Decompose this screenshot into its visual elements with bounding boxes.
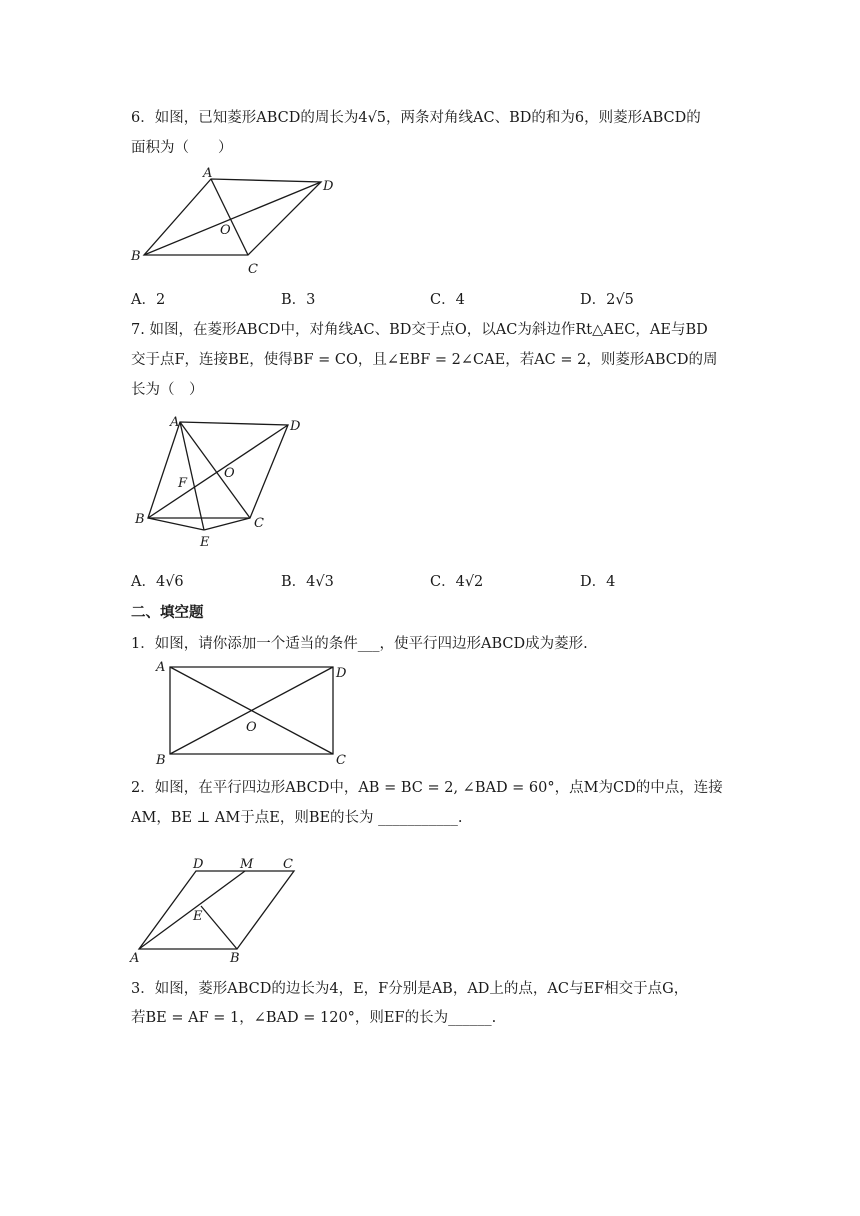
f2-label-a: A	[130, 951, 140, 966]
q6-option-b: B．3	[281, 292, 316, 308]
f2-label-c: C	[283, 857, 293, 872]
q7-option-d: D．4	[580, 574, 616, 590]
q7-text-line2: 交于点F，连接BE，使得BF = CO，且∠EBF = 2∠CAE，若AC = 2，则菱形ABCD的周	[131, 352, 718, 368]
f1-text-line1: 1．如图，请你添加一个适当的条件___，使平行四边形ABCD成为菱形.	[131, 636, 588, 652]
q6-label-c: C	[248, 262, 258, 277]
q6-label-d: D	[323, 179, 334, 194]
f1-label-b: B	[156, 753, 166, 768]
f2-label-d: D	[193, 857, 204, 872]
f3-text-line1: 3．如图，菱形ABCD的边长为4，E，F分别是AB，AD上的点，AC与EF相交于点G，	[131, 981, 689, 997]
f1-label-d: D	[336, 666, 347, 681]
q7-option-a: A．4√6	[131, 574, 184, 590]
q7-label-o: O	[224, 466, 235, 481]
q6-diagonal-bd	[144, 182, 321, 255]
f1-rectangle-figure	[140, 655, 370, 770]
q7-label-e: E	[200, 535, 210, 550]
f2-text-line1: 2．如图，在平行四边形ABCD中，AB = BC = 2, ∠BAD = 60°，点M为CD的中点，连接	[131, 780, 723, 796]
q7-text-line3: 长为（ ）	[131, 382, 204, 398]
f2-segment-am	[139, 871, 245, 949]
f1-label-c: C	[336, 753, 346, 768]
q7-option-c: C．4√2	[430, 574, 484, 590]
q6-text-line1: 6．如图，已知菱形ABCD的周长为4√5，两条对角线AC、BD的和为6，则菱形ABCD的	[131, 110, 701, 126]
q6-option-c: C．4	[430, 292, 465, 308]
q6-label-o: O	[220, 223, 231, 238]
f2-label-e: E	[193, 909, 203, 924]
q7-label-a: A	[170, 415, 180, 430]
f3-text-line2: 若BE = AF = 1，∠BAD = 120°，则EF的长为______.	[131, 1010, 497, 1026]
q7-label-b: B	[135, 512, 145, 527]
q6-text-line2: 面积为（ ）	[131, 140, 233, 156]
section-title-fill-in: 二、填空题	[131, 605, 204, 621]
q7-segment-ec	[204, 518, 250, 530]
f2-label-m: M	[240, 857, 254, 872]
q7-diagonal-bd	[148, 425, 288, 518]
q7-rhombus-figure	[120, 405, 320, 555]
q6-diagonal-ac	[211, 179, 248, 255]
q7-label-d: D	[290, 419, 301, 434]
q6-label-b: B	[131, 249, 141, 264]
q6-label-a: A	[203, 166, 213, 181]
f2-segment-be	[201, 906, 237, 949]
f2-text-line2: AM，BE ⊥ AM于点E，则BE的长为 ___________.	[131, 810, 463, 826]
q7-label-f: F	[178, 476, 188, 491]
q6-option-a: A．2	[131, 292, 166, 308]
f2-parallelogram-figure	[120, 850, 320, 970]
f1-label-o: O	[246, 720, 257, 735]
q6-rhombus-figure	[120, 160, 350, 280]
q6-option-d: D．2√5	[580, 292, 634, 308]
q7-option-b: B．4√3	[281, 574, 334, 590]
q7-text-line1: 7. 如图，在菱形ABCD中，对角线AC、BD交于点O，以AC为斜边作Rt△AEC，AE与BD	[131, 322, 708, 338]
f1-label-a: A	[156, 660, 166, 675]
q7-segment-be	[148, 518, 204, 530]
f2-label-b: B	[230, 951, 240, 966]
q7-label-c: C	[254, 516, 264, 531]
f2-parallelogram-outline	[139, 871, 294, 949]
